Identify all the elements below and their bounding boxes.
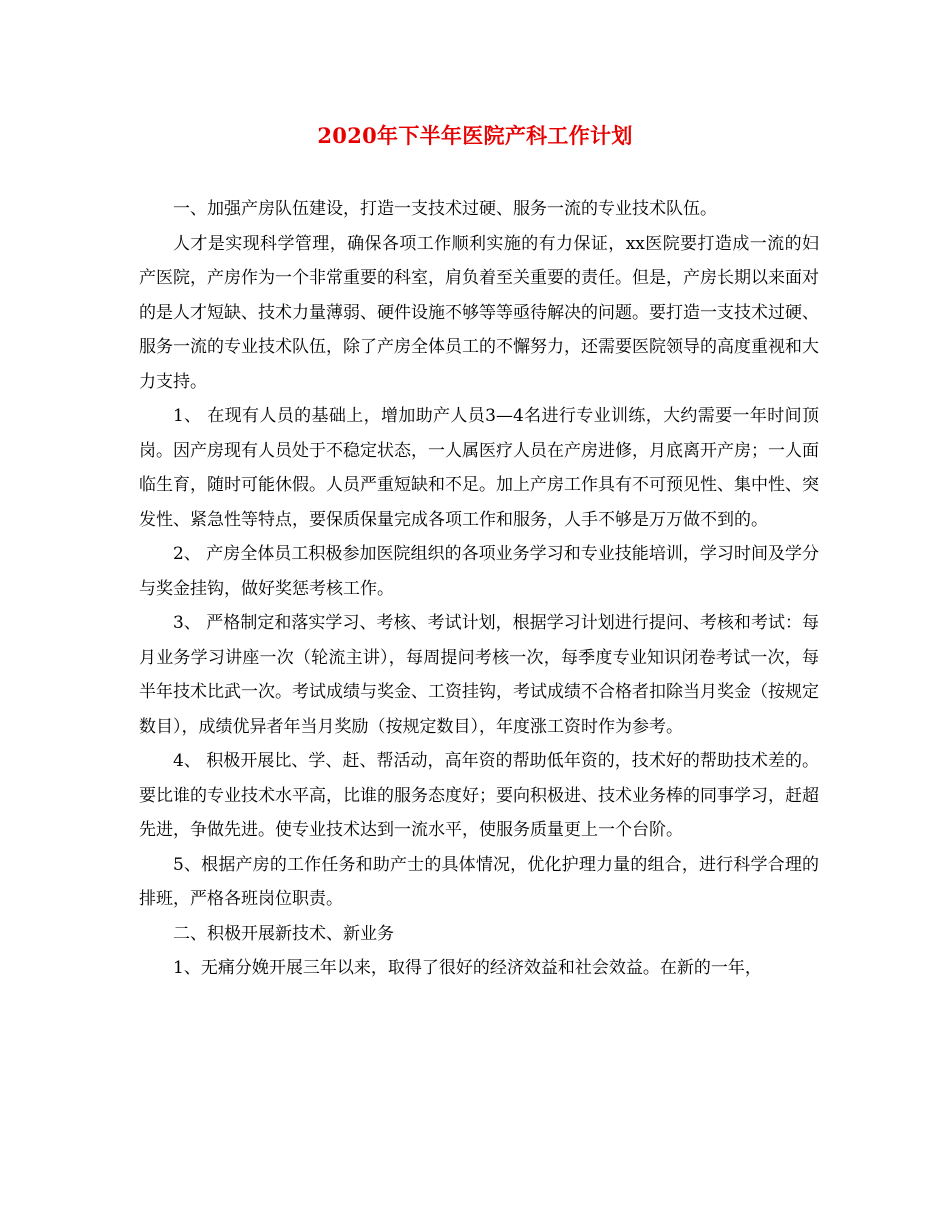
list-item-1: 1、 在现有人员的基础上，增加助产人员3—4名进行专业训练，大约需要一年时间顶岗。因产房现有人员处于不稳定状态，一人属医疗人员在产房进修，月底离开产房；一人面临生育，随时可能休假。人员严重短缺和不足。加上产房工作具有不可预见性、集中性、突发性、紧急性等特点，要保质保量完成各项工作和服务，人手不够是万万做不到的。 bbox=[139, 406, 819, 530]
document-body bbox=[139, 192, 819, 986]
list-item-3: 3、 严格制定和落实学习、考核、考试计划，根据学习计划进行提问、考核和考试：每月业务学习讲座一次（轮流主讲），每周提问考核一次，每季度专业知识闭卷考试一次，每半年技术比武一次。考试成绩与奖金、工资挂钩，考试成绩不合格者扣除当月奖金（按规定数目），成绩优异者年当月奖励（按规定数目），年度涨工资时作为参考。 bbox=[139, 613, 819, 737]
section-heading-2: 二、积极开展新技术、新业务 bbox=[173, 923, 394, 944]
list-item-4: 4、 积极开展比、学、赶、帮活动，高年资的帮助低年资的，技术好的帮助技术差的。要比谁的专业技术水平高，比谁的服务态度好；要向积极进、技术业务棒的同事学习，赶超先进，争做先进。使专业技术达到一流水平，使服务质量更上一个台阶。 bbox=[139, 751, 819, 840]
list-item-5: 5、根据产房的工作任务和助产士的具体情况，优化护理力量的组合，进行科学合理的排班，严格各班岗位职责。 bbox=[139, 854, 819, 909]
paragraph-intro: 人才是实现科学管理，确保各项工作顺利实施的有力保证，xx医院要打造成一流的妇产医院，产房作为一个非常重要的科室，肩负着至关重要的责任。但是，产房长期以来面对的是人才短缺、技术力量薄弱、硬件设施不够等等亟待解决的问题。要打造一支技术过硬、服务一流的专业技术队伍，除了产房全体员工的不懈努力，还需要医院领导的高度重视和大力支持。 bbox=[139, 233, 819, 392]
document-title: 2020年下半年医院产科工作计划 bbox=[317, 123, 633, 148]
section-heading-1: 一、加强产房队伍建设，打造一支技术过硬、服务一流的专业技术队伍。 bbox=[173, 199, 717, 219]
list-item-2: 2、 产房全体员工积极参加医院组织的各项业务学习和专业技能培训，学习时间及学分与奖金挂钩，做好奖惩考核工作。 bbox=[139, 544, 819, 599]
list-item-6: 1、无痛分娩开展三年以来，取得了很好的经济效益和社会效益。在新的一年， bbox=[173, 958, 762, 978]
